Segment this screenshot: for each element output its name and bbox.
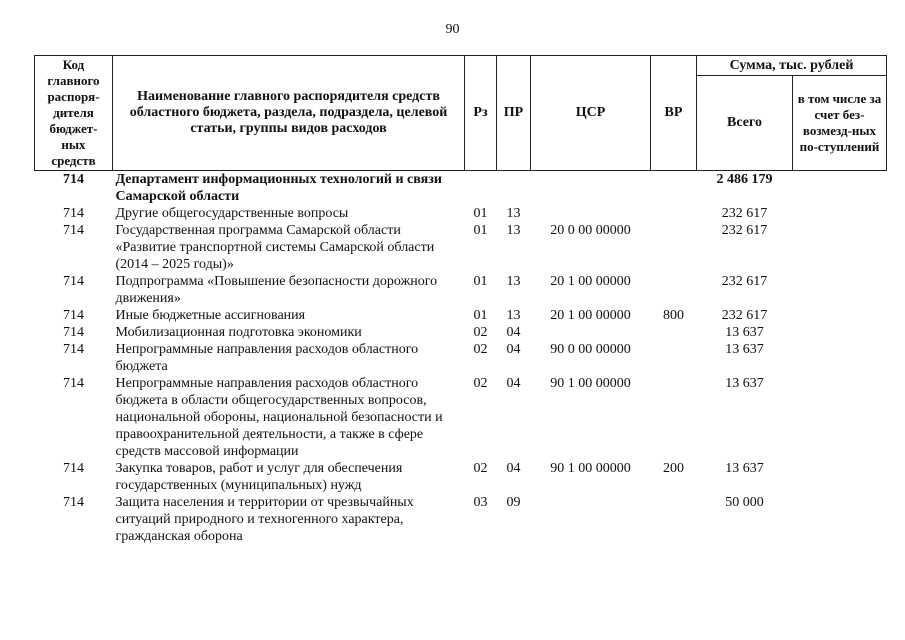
cell-name: Подпрограмма «Повышение безопасности дорожного движения» [115, 274, 438, 306]
cell-name: Непрограммные направления расходов областного бюджета в области общегосударственных вопросов, национальной обороны, национальной безопасности и правоохранительной деятельности, а также в сфере средств массовой информации [115, 376, 443, 459]
cell-rz [465, 171, 497, 206]
cell-rz: 02 [473, 325, 488, 340]
header-name: Наименование главного распорядителя средств областного бюджета, раздела, подраздела, целевой статьи, группы видов расходов [113, 56, 465, 171]
cell-name: Государственная программа Самарской области «Развитие транспортной системы Самарской области (2014 – 2025 годы)» [115, 223, 435, 272]
cell-rz: 01 [473, 223, 488, 238]
table-row [35, 324, 887, 341]
cell-name: Другие общегосударственные вопросы [115, 206, 349, 221]
cell-total: 13 637 [725, 376, 764, 391]
cell-rz: 01 [473, 206, 488, 221]
cell-code: 714 [63, 325, 84, 340]
cell-rz: 01 [473, 308, 488, 323]
cell-name: Непрограммные направления расходов областного бюджета [115, 342, 419, 374]
header-total: Всего [697, 76, 793, 171]
cell-total: 13 637 [725, 325, 764, 340]
cell-csr: 20 1 00 00000 [550, 274, 631, 289]
cell-code: 714 [63, 376, 84, 391]
cell-csr: 90 1 00 00000 [550, 376, 631, 391]
cell-free [793, 460, 887, 494]
cell-pr: 04 [506, 461, 521, 476]
cell-code: 714 [63, 342, 84, 357]
table-row [35, 205, 887, 222]
cell-csr [531, 324, 651, 341]
cell-vr [651, 171, 697, 206]
table-row [35, 375, 887, 460]
cell-free [793, 375, 887, 460]
cell-total: 50 000 [725, 495, 764, 510]
cell-pr: 13 [506, 206, 521, 221]
cell-total: 232 617 [721, 274, 768, 289]
cell-vr [651, 341, 697, 375]
cell-free [793, 171, 887, 206]
cell-pr: 13 [506, 308, 521, 323]
cell-rz: 03 [473, 495, 488, 510]
cell-csr: 20 1 00 00000 [550, 308, 631, 323]
cell-name: Департамент информационных технологий и связи Самарской области [115, 172, 442, 204]
cell-free [793, 494, 887, 545]
table-row [35, 171, 887, 206]
cell-rz: 02 [473, 461, 488, 476]
cell-code: 714 [63, 223, 84, 238]
cell-vr: 800 [663, 308, 684, 323]
cell-name: Мобилизационная подготовка экономики [115, 325, 362, 340]
cell-csr: 90 1 00 00000 [550, 461, 631, 476]
budget-table [34, 55, 887, 545]
cell-total: 13 637 [725, 461, 764, 476]
table-body [35, 171, 887, 546]
cell-name: Закупка товаров, работ и услуг для обеспечения государственных (муниципальных) нужд [115, 461, 403, 493]
header-rz: Рз [465, 56, 497, 171]
cell-free [793, 205, 887, 222]
cell-free [793, 222, 887, 273]
cell-vr [651, 273, 697, 307]
cell-pr: 13 [506, 223, 521, 238]
table-row [35, 341, 887, 375]
cell-csr [531, 205, 651, 222]
page-number: 90 [445, 22, 460, 37]
cell-vr [651, 222, 697, 273]
table-row [35, 494, 887, 545]
cell-vr [651, 494, 697, 545]
cell-rz: 02 [473, 376, 488, 391]
cell-code: 714 [63, 172, 84, 187]
cell-total: 13 637 [725, 342, 764, 357]
cell-csr [531, 494, 651, 545]
cell-total: 2 486 179 [716, 172, 773, 187]
cell-code: 714 [63, 206, 84, 221]
table-row [35, 307, 887, 324]
cell-free [793, 324, 887, 341]
cell-total: 232 617 [721, 206, 768, 221]
cell-pr: 09 [506, 495, 521, 510]
cell-vr [651, 205, 697, 222]
header-sum: Сумма, тыс. рублей [697, 56, 887, 76]
table-row [35, 460, 887, 494]
header-pr: ПР [497, 56, 531, 171]
cell-pr: 04 [506, 325, 521, 340]
cell-pr: 04 [506, 342, 521, 357]
table-row [35, 273, 887, 307]
cell-vr: 200 [663, 461, 684, 476]
cell-code: 714 [63, 495, 84, 510]
cell-code: 714 [63, 461, 84, 476]
cell-name: Иные бюджетные ассигнования [115, 308, 306, 323]
cell-total: 232 617 [721, 308, 768, 323]
cell-csr [531, 171, 651, 206]
table-row [35, 222, 887, 273]
cell-csr: 90 0 00 00000 [550, 342, 631, 357]
cell-free [793, 341, 887, 375]
cell-csr: 20 0 00 00000 [550, 223, 631, 238]
cell-total: 232 617 [721, 223, 768, 238]
cell-name: Защита населения и территории от чрезвычайных ситуаций природного и техногенного характера, гражданская оборона [115, 495, 414, 544]
cell-pr: 13 [506, 274, 521, 289]
cell-code: 714 [63, 308, 84, 323]
cell-pr: 04 [506, 376, 521, 391]
cell-pr [497, 171, 531, 206]
header-csr: ЦСР [531, 56, 651, 171]
cell-vr [651, 324, 697, 341]
header-code: Код главного распоря-дителя бюджет-ных средств [35, 56, 113, 171]
cell-rz: 02 [473, 342, 488, 357]
cell-rz: 01 [473, 274, 488, 289]
cell-free [793, 307, 887, 324]
cell-free [793, 273, 887, 307]
header-free: в том числе за счет без-возмезд-ных по-ступлений [793, 76, 887, 171]
header-vr: ВР [651, 56, 697, 171]
cell-vr [651, 375, 697, 460]
cell-code: 714 [63, 274, 84, 289]
